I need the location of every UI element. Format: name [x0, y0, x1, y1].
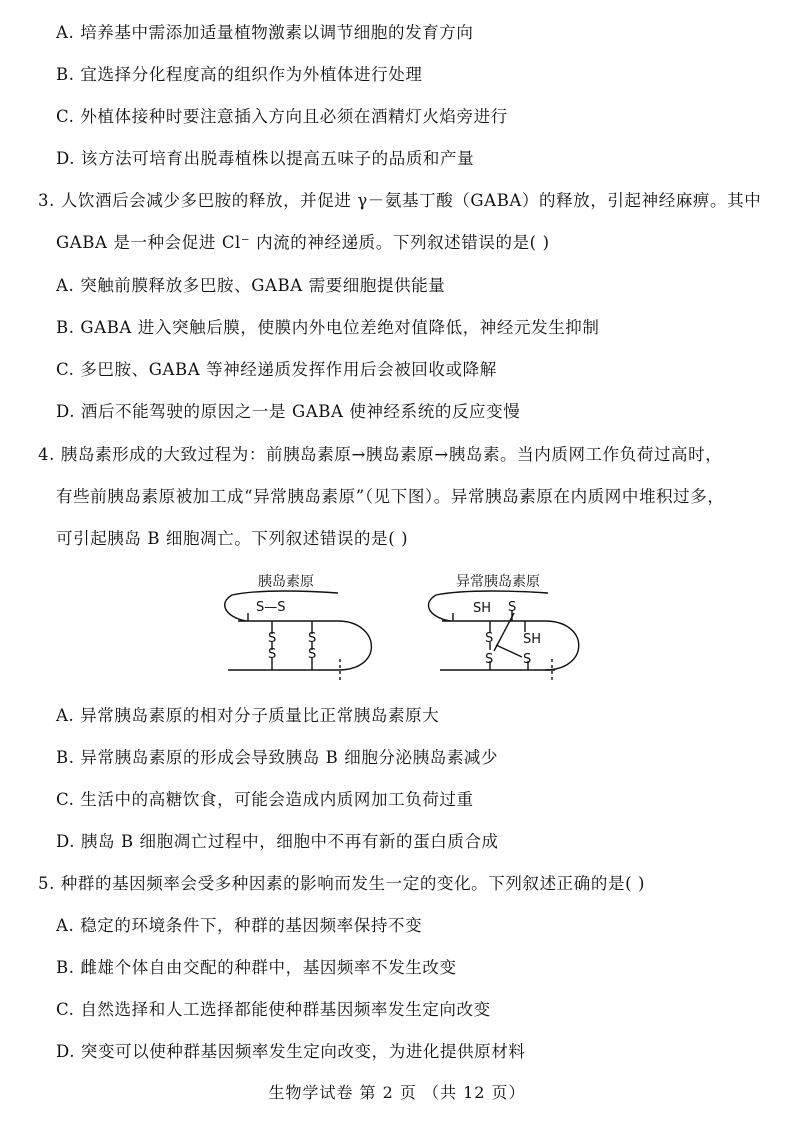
q2-option-c: C. 外植体接种时要注意插入方向且必须在酒精灯火焰旁进行	[56, 107, 508, 126]
q2-option-b: B. 宜选择分化程度高的组织作为外植体进行处理	[56, 65, 423, 84]
q3-option-c: C. 多巴胺、GABA 等神经递质发挥作用后会被回收或降解	[56, 360, 497, 379]
normal-proinsulin-diagram	[225, 591, 372, 681]
right-sh-label: SH	[473, 601, 492, 616]
q5-option-b: B. 雌雄个体自由交配的种群中，基因频率不发生改变	[56, 958, 457, 977]
left-s-label: S	[308, 647, 317, 662]
q4-stem-line3: 可引起胰岛 B 细胞凋亡。下列叙述错误的是( )	[56, 529, 409, 548]
q2-option-d: D. 该方法可培育出脱毒植株以提高五味子的品质和产量	[56, 149, 475, 168]
page-footer: 生物学试卷 第 2 页 （共 12 页）	[268, 1083, 526, 1102]
figure-left-title: 胰岛素原	[258, 574, 314, 590]
proinsulin-figure	[0, 585, 794, 705]
q3-stem-line2: GABA 是一种会促进 Cl⁻ 内流的神经递质。下列叙述错误的是( )	[56, 233, 550, 252]
left-ss-bond-label: S—S	[256, 600, 286, 615]
q5-stem: 5. 种群的基因频率会受多种因素的影响而发生一定的变化。下列叙述正确的是( )	[38, 874, 646, 893]
right-s-label: S	[485, 631, 494, 646]
q4-option-d: D. 胰岛 B 细胞凋亡过程中，细胞中不再有新的蛋白质合成	[56, 832, 499, 851]
q2-option-a: A. 培养基中需添加适量植物激素以调节细胞的发育方向	[56, 23, 474, 42]
abnormal-proinsulin-diagram	[428, 591, 578, 681]
right-s-label: S	[508, 600, 517, 615]
right-s-label: S	[523, 652, 532, 667]
left-s-label: S	[268, 647, 277, 662]
q3-option-d: D. 酒后不能驾驶的原因之一是 GABA 使神经系统的反应变慢	[56, 402, 521, 421]
q3-stem-line1: 3. 人饮酒后会减少多巴胺的释放，并促进 γ－氨基丁酸（GABA）的释放，引起神经麻痹。其中	[38, 191, 762, 210]
left-s-label: S	[308, 631, 317, 646]
left-s-label: S	[268, 631, 277, 646]
q3-option-a: A. 突触前膜释放多巴胺、GABA 需要细胞提供能量	[56, 276, 446, 295]
q4-stem-line1: 4. 胰岛素形成的大致过程为：前胰岛素原→胰岛素原→胰岛素。当内质网工作负荷过高时，	[38, 445, 723, 464]
q5-option-c: C. 自然选择和人工选择都能使种群基因频率发生定向改变	[56, 1000, 491, 1019]
figure-right-title: 异常胰岛素原	[456, 574, 540, 590]
q4-option-a: A. 异常胰岛素原的相对分子质量比正常胰岛素原大	[56, 706, 440, 725]
q3-option-b: B. GABA 进入突触后膜，使膜内外电位差绝对值降低，神经元发生抑制	[56, 318, 600, 337]
right-s-label: S	[485, 652, 494, 667]
q4-option-b: B. 异常胰岛素原的形成会导致胰岛 B 细胞分泌胰岛素减少	[56, 748, 499, 767]
q5-option-a: A. 稳定的环境条件下，种群的基因频率保持不变	[56, 916, 423, 935]
right-sh-label: SH	[523, 632, 542, 647]
q4-option-c: C. 生活中的高糖饮食，可能会造成内质网加工负荷过重	[56, 790, 474, 809]
q4-stem-line2: 有些前胰岛素原被加工成“异常胰岛素原”（见下图）。异常胰岛素原在内质网中堆积过多，	[56, 487, 725, 506]
q5-option-d: D. 突变可以使种群基因频率发生定向改变，为进化提供原材料	[56, 1042, 526, 1061]
